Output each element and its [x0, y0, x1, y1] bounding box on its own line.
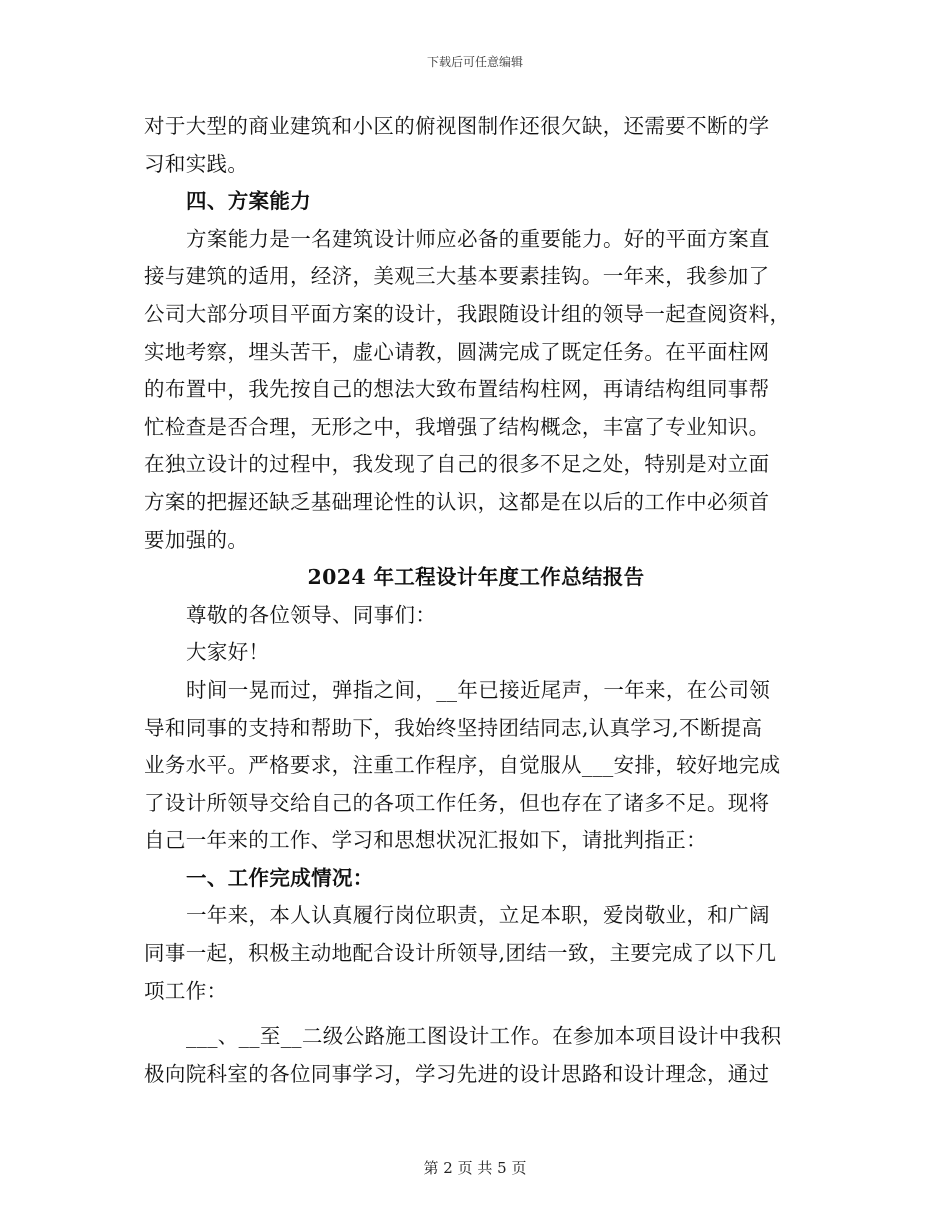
paragraph-line: 忙检查是否合理，无形之中，我增强了结构概念，丰富了专业知识。: [144, 414, 770, 439]
paragraph-line: 项工作：: [144, 978, 228, 1003]
paragraph-line: 要加强的。: [144, 527, 249, 552]
paragraph-line: 在独立设计的过程中，我发现了自己的很多不足之处，特别是对立面: [144, 452, 770, 477]
paragraph-line: 了设计所领导交给自己的各项工作任务，但也存在了诸多不足。现将: [144, 790, 770, 815]
paragraph-line: 公司大部分项目平面方案的设计，我跟随设计组的领导一起查阅资料，: [144, 301, 791, 326]
paragraph-line: 同事一起，积极主动地配合设计所领导,团结一致，主要完成了以下几: [144, 941, 777, 966]
paragraph-line: ___、__至__二级公路施工图设计工作。在参加本项目设计中我积: [186, 1024, 782, 1049]
paragraph-line: 业务水平。严格要求，注重工作程序，自觉服从___安排，较好地完成: [144, 753, 781, 778]
document-title: 2024 年工程设计年度工作总结报告: [307, 565, 645, 590]
paragraph-line: 自己一年来的工作、学习和思想状况汇报如下，请批判指正：: [144, 828, 707, 853]
paragraph-line: 的布置中，我先按自己的想法大致布置结构柱网，再请结构组同事帮: [144, 377, 770, 402]
paragraph-line: 时间一晃而过，弹指之间，__年已接近尾声，一年来，在公司领: [186, 677, 771, 702]
salutation: 尊敬的各位领导、同事们：: [186, 602, 437, 627]
paragraph-line: 导和同事的支持和帮助下，我始终坚持团结同志,认真学习,不断提高: [144, 715, 763, 740]
section-heading: 一、工作完成情况：: [186, 865, 374, 890]
section-heading: 四、方案能力: [186, 189, 312, 214]
paragraph-line: 方案能力是一名建筑设计师应必备的重要能力。好的平面方案直: [186, 226, 770, 251]
document-body: [144, 108, 808, 1093]
paragraph-line: 接与建筑的适用，经济，美观三大基本要素挂钩。一年来，我参加了: [144, 264, 770, 289]
paragraph-line: 对于大型的商业建筑和小区的俯视图制作还很欠缺，还需要不断的学: [144, 114, 770, 138]
paragraph-line: 方案的把握还缺乏基础理论性的认识，这都是在以后的工作中必须首: [144, 489, 770, 514]
page-header: 下载后可任意编辑: [426, 55, 523, 69]
paragraph-line: 极向院科室的各位同事学习，学习先进的设计思路和设计理念，通过: [144, 1061, 770, 1086]
paragraph-line: 习和实践。: [144, 151, 249, 176]
greeting: 大家好！: [186, 640, 270, 665]
paragraph-line: 一年来，本人认真履行岗位职责，立足本职，爱岗敬业，和广阔: [186, 903, 770, 928]
page-footer: 第 2 页 共 5 页: [423, 1159, 527, 1177]
paragraph-line: 实地考察，埋头苦干，虚心请教，圆满完成了既定任务。在平面柱网: [144, 339, 770, 364]
